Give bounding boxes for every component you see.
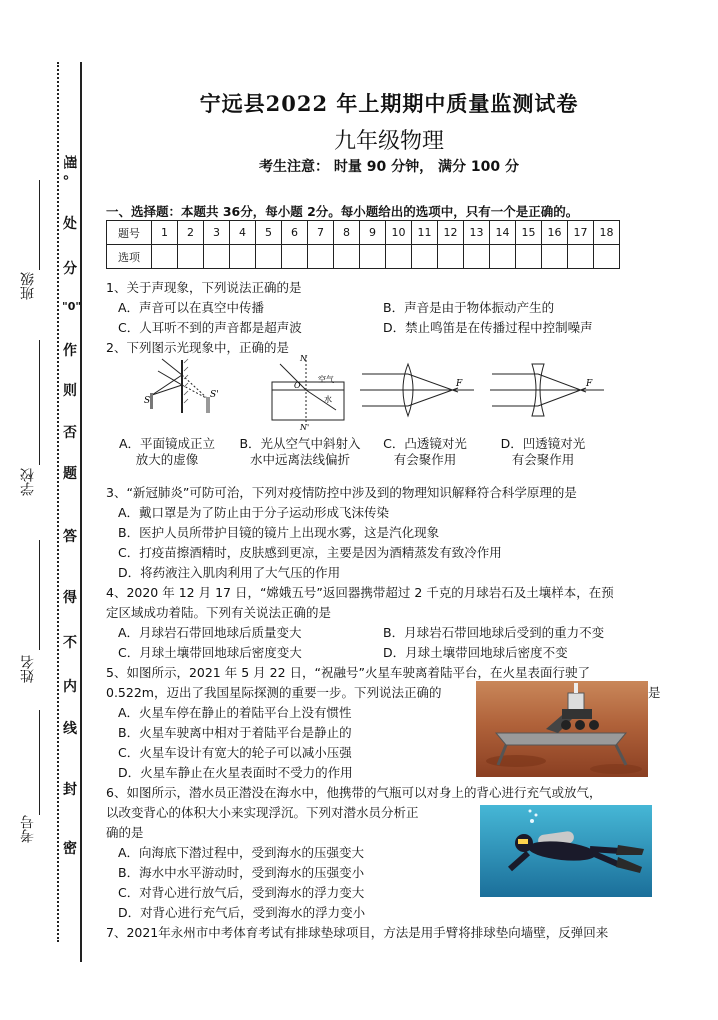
question-2-option-b (230, 436, 370, 468)
question-number-cell: 12 (438, 221, 464, 245)
exam-title: 宁远县2022 年上期期中质量监测试卷 (199, 91, 579, 116)
diver-photo (480, 805, 652, 897)
answer-cell[interactable] (490, 245, 516, 269)
mars-rover-photo (476, 681, 648, 777)
answer-cell[interactable] (594, 245, 620, 269)
subject-title: 九年级物理 (333, 129, 444, 154)
answer-table (106, 220, 620, 269)
question-4-stem-2: 定区域成功着陆。下列有关说法正确的是 (106, 605, 332, 620)
question-number-cell: 16 (542, 221, 568, 245)
question-5-stem-end: 是 (648, 685, 661, 700)
section-heading: 一、选择题：本题共 36分，每小题 2分。每小题给出的选项中，只有一个是正确的。 (106, 204, 579, 219)
question-6-option-c: C．对背心进行放气后，受到海水的浮力变大 (118, 885, 365, 900)
question-number-cell: 2 (178, 221, 204, 245)
question-1-option-d: D．禁止鸣笛是在传播过程中控制噪声 (383, 320, 593, 335)
question-5-option-a: A．火星车停在静止的着陆平台上没有惯性 (118, 705, 352, 720)
fig-s: S (144, 396, 151, 406)
school-underline (39, 340, 40, 465)
answer-cell[interactable] (204, 245, 230, 269)
question-5-option-c: C．火星车设计有宽大的轮子可以减小压强 (118, 745, 352, 760)
question-number-cell: 14 (490, 221, 516, 245)
question-4-option-a: A．月球岩石带回地球后质量变大 (118, 625, 302, 640)
question-6-stem-3: 确的是 (106, 825, 144, 840)
question-6-option-b: B．海水中水平游动时，受到海水的压强变小 (118, 865, 365, 880)
question-3-stem: 3、“新冠肺炎”可防可治，下列对疫情防控中涉及到的物理知识解释符合科学原理的是 (106, 485, 577, 500)
binding-dotted-line (57, 62, 59, 942)
fig-n2: N' (300, 423, 310, 430)
answer-cell[interactable] (334, 245, 360, 269)
seal-char: 答 (63, 529, 77, 545)
question-4-option-c: C．月球土壤带回地球后密度变大 (118, 645, 302, 660)
class-label: 班级 (20, 272, 36, 300)
answer-cell[interactable] (230, 245, 256, 269)
name-underline (39, 540, 40, 650)
school-label: 学校 (20, 468, 36, 496)
question-2-option-a (112, 436, 222, 468)
name-label: 姓名 (20, 655, 36, 683)
question-number-cell: 11 (412, 221, 438, 245)
question-2-option-c (370, 436, 480, 468)
question-1-stem: 1、关于声现象，下列说法正确的是 (106, 280, 302, 295)
seal-char: 处 (63, 216, 77, 232)
question-6-stem-1: 6、如图所示，潜水员正潜没在海水中，他携带的气瓶可以对身上的背心进行充气或放气， (106, 785, 602, 800)
question-7-stem: 7、2021年永州市中考体育考试有排球垫球项目，方法是用手臂将排球垫向墙壁，反弹回来 (106, 925, 609, 940)
seal-char: 密 (63, 841, 77, 857)
question-1-option-c: C．人耳听不到的声音都是超声波 (118, 320, 302, 335)
q2-d-line1: D．凹透镜对光 (500, 436, 586, 451)
row-label-number: 题号 (107, 221, 152, 245)
answer-cell[interactable] (412, 245, 438, 269)
question-number-cell: 5 (256, 221, 282, 245)
question-number-cell: 1 (152, 221, 178, 245)
seal-char: "0" (62, 300, 82, 313)
fig-f-concave: F (586, 379, 593, 389)
q2-a-line2: 放大的虚像 (135, 452, 199, 467)
question-number-cell: 15 (516, 221, 542, 245)
answer-cell[interactable] (282, 245, 308, 269)
question-number-cell: 4 (230, 221, 256, 245)
q2-a-line1: A．平面镜成正立 (118, 436, 216, 451)
question-4-option-b: B．月球岩石带回地球后受到的重力不变 (383, 625, 605, 640)
answer-cell[interactable] (178, 245, 204, 269)
seal-char: 则 (63, 383, 77, 399)
question-4-stem-1: 4、2020 年 12 月 17 日，“嫦娥五号”返回器携带超过 2 千克的月球岩石及土壤样本，在预 (106, 585, 614, 600)
seal-char: 得 (63, 590, 77, 606)
seal-char: 作 (63, 343, 77, 359)
question-1-option-b: B．声音是由于物体振动产生的 (383, 300, 555, 315)
question-3-option-b: B．医护人员所带护目镜的镜片上出现水雾，这是汽化现象 (118, 525, 440, 540)
seal-char: 内 (63, 679, 77, 695)
binding-solid-line (80, 62, 82, 962)
fig-f-convex: F (456, 379, 463, 389)
question-1-option-a: A．声音可以在真空中传播 (118, 300, 265, 315)
figure-plane-mirror (140, 355, 220, 417)
q2-c-line1: C．凸透镜对光 (383, 436, 467, 451)
answer-cell[interactable] (568, 245, 594, 269)
answer-cell[interactable] (516, 245, 542, 269)
class-underline (39, 180, 40, 270)
question-3-option-a: A．戴口罩是为了防止由于分子运动形成飞沫传染 (118, 505, 390, 520)
fig-air: 空气 (318, 375, 334, 384)
row-label-option: 选项 (107, 245, 152, 269)
question-5-option-d: D．火星车静止在火星表面时不受力的作用 (118, 765, 353, 780)
fig-water: 水 (324, 395, 332, 404)
seal-char: 分 (63, 261, 77, 277)
answer-cell[interactable] (438, 245, 464, 269)
answer-cell[interactable] (152, 245, 178, 269)
seal-char: 理 (61, 155, 77, 169)
fig-o: O (294, 381, 301, 390)
answer-cell[interactable] (542, 245, 568, 269)
q2-b-line1: B．光从空气中斜射入 (239, 436, 361, 451)
question-6-option-a: A．向海底下潜过程中，受到海水的压强变大 (118, 845, 365, 860)
seal-char: 。 (61, 175, 77, 189)
fig-n: N (300, 354, 307, 363)
question-3-option-c: C．打疫苗擦酒精时，皮肤感到更凉，主要是因为酒精蒸发有致冷作用 (118, 545, 502, 560)
seal-char: 封 (63, 782, 77, 798)
question-3-option-d: D．将药液注入肌肉利用了大气压的作用 (118, 565, 341, 580)
question-number-cell: 8 (334, 221, 360, 245)
figure-convex-lens (358, 360, 476, 418)
exam-number-label: 考号 (20, 815, 36, 843)
seal-char: 否 (63, 425, 77, 441)
answer-cell[interactable] (308, 245, 334, 269)
answer-cell[interactable] (360, 245, 386, 269)
figure-refraction (268, 352, 348, 430)
q2-b-line2: 水中远离法线偏折 (249, 452, 350, 467)
seal-char: 线 (63, 721, 77, 737)
question-6-option-d: D．对背心进行充气后，受到海水的浮力变小 (118, 905, 366, 920)
question-5-stem-2: 0.522m，迈出了我国星际探测的重要一步。下列说法正确的 (106, 685, 442, 700)
figure-concave-lens (488, 360, 606, 418)
exam-number-underline (39, 710, 40, 815)
question-number-cell: 13 (464, 221, 490, 245)
fig-s2: S' (210, 390, 219, 400)
question-5-stem-1: 5、如图所示，2021 年 5 月 22 日，“祝融号”火星车驶离着陆平台，在火星表面行驶了 (106, 665, 590, 680)
answer-cell[interactable] (464, 245, 490, 269)
question-2-stem: 2、下列图示光现象中，正确的是 (106, 340, 289, 355)
question-6-stem-2: 以改变背心的体积大小来实现浮沉。下列对潜水员分析正 (106, 805, 419, 820)
question-number-cell: 10 (386, 221, 412, 245)
question-2-option-d (488, 436, 598, 468)
question-number-cell: 17 (568, 221, 594, 245)
question-number-cell: 6 (282, 221, 308, 245)
answer-cell[interactable] (386, 245, 412, 269)
seal-char: 不 (63, 635, 77, 651)
question-4-option-d: D．月球土壤带回地球后密度不变 (383, 645, 568, 660)
question-number-cell: 3 (204, 221, 230, 245)
seal-char: 题 (63, 466, 77, 482)
answer-cell[interactable] (256, 245, 282, 269)
q2-d-line2: 有会聚作用 (511, 452, 575, 467)
question-number-cell: 9 (360, 221, 386, 245)
q2-c-line2: 有会聚作用 (393, 452, 457, 467)
question-number-cell: 7 (308, 221, 334, 245)
question-5-option-b: B．火星车驶离中相对于着陆平台是静止的 (118, 725, 352, 740)
exam-notice: 考生注意： 时量 90 分钟， 满分 100 分 (259, 159, 519, 175)
question-number-cell: 18 (594, 221, 620, 245)
